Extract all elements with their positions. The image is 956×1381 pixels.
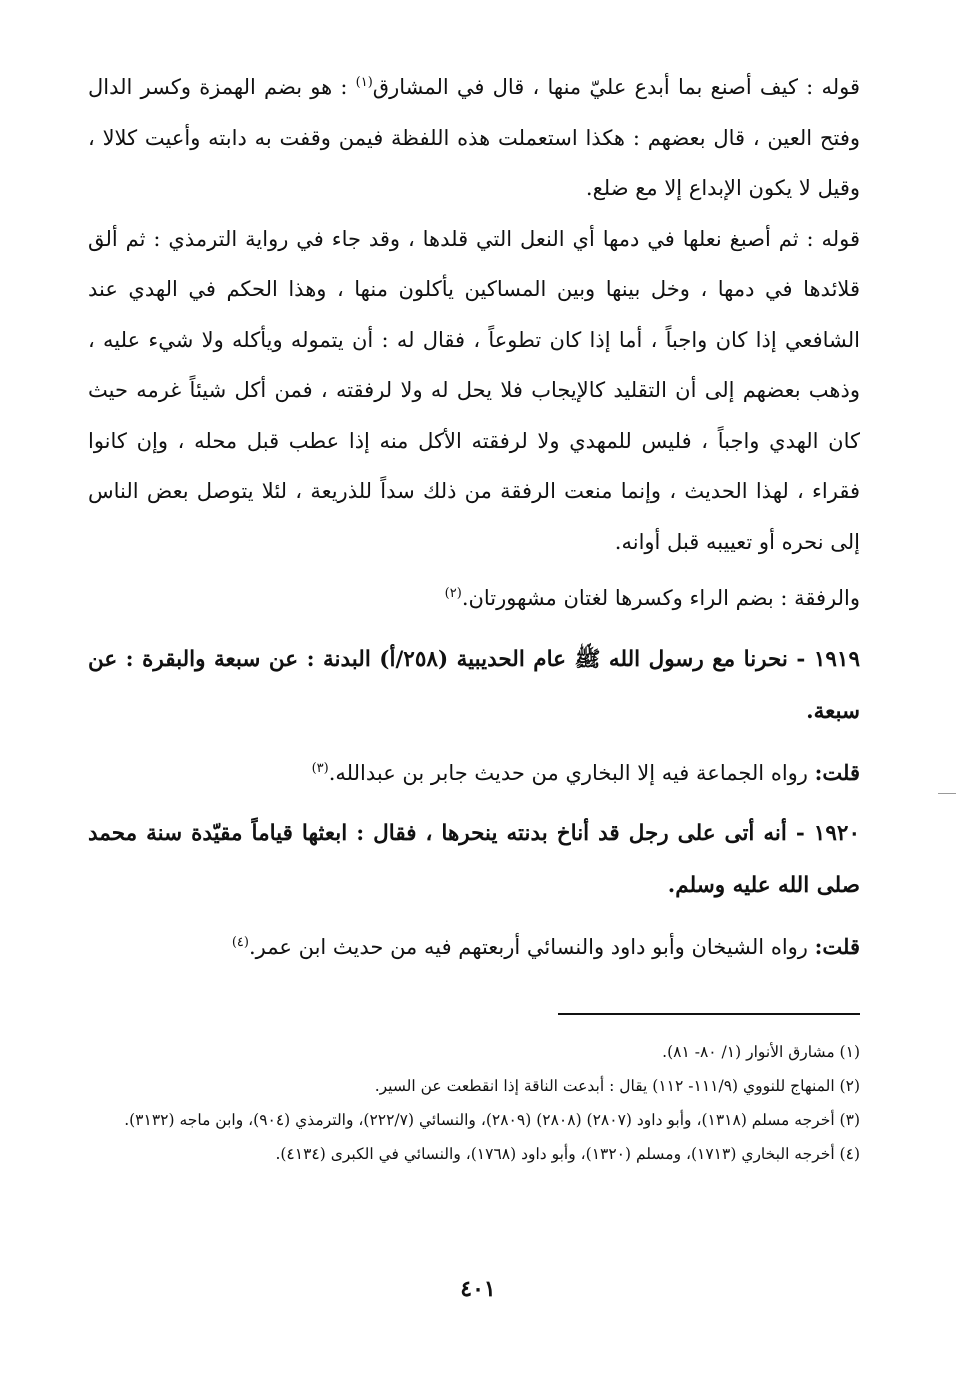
paragraph-nal: قوله : ثم أصبغ نعلها في دمها أي النعل التي قلدها ، وقد جاء في رواية الترمذي : ثم ألق قلائدها في دمها ، وخل بينها وبين المساكين يأكلون منها ، وهذا الحكم في الهدي عند الشافعي إذا كان واجباً ، أما إذا كان تطوعاً ، فقال له : أن يتموله ويأكله ولا شيء عليه ، وذهب بعضهم إلى أن التقليد كالإيجاب فلا يحل له ولا لرفقته ، فمن أكل شيئاً غرمه حيث كان الهدي واجباً ، فليس للمهدي ولا لرفقته الأكل منه إذا عطب قبل محله ، وإن كانوا فقراء ، لهذا الحديث ، وإنما منعت الرفقة من ذلك سداً للذريعة ، لئلا يتوصل بعض الناس إلى نحره أو تعييبه قبل أوانه.	[88, 226, 860, 554]
page-number: ٤٠١	[460, 1276, 496, 1302]
footnote-ref-3[interactable]: (٣)	[311, 760, 329, 776]
qult-text: رواه الجماعة فيه إلا البخاري من حديث جابر بن عبدالله.	[328, 760, 815, 785]
footnotes	[88, 1035, 860, 1171]
margin-mark	[938, 793, 956, 794]
footnote-separator	[558, 1013, 860, 1015]
paragraph-rufqa	[88, 573, 860, 624]
qult-1920	[88, 922, 860, 972]
page-body	[88, 62, 860, 972]
footnote-1: (١) مشارق الأنوار (١/ ٨٠- ٨١).	[662, 1043, 860, 1061]
footnote-ref-1[interactable]: (١)	[355, 75, 373, 90]
footnote-2: (٢) المنهاج للنووي (١١١/٩- ١١٢) يقال : أبدعت الناقة إذا انقطعت عن السير.	[374, 1077, 860, 1095]
footnote-4: (٤) أخرجه البخاري (١٧١٣)، ومسلم (١٣٢٠)، وأبو داود (١٧٦٨)، والنسائي في الكبرى (٤١٣٤).	[275, 1145, 860, 1163]
qult-1919	[88, 748, 860, 798]
hadith-1919: ١٩١٩ - نحرنا مع رسول الله ﷺ عام الحديبية (٢٥٨/أ) البدنة : عن سبعة والبقرة : عن سبعة.	[88, 646, 861, 724]
paragraph-text: : هو بضم الهمزة وكسر الدال وفتح العين ، قال بعضهم : هكذا استعملت هذه اللفظة فيمن وقفت به دابته وأعيت كلالا ، وقيل لا يكون الإبداع إلا مع ضلع.	[88, 75, 860, 200]
footnote-ref-2[interactable]: (٢)	[444, 586, 462, 601]
paragraph-text: قوله : كيف أصنع بما أبدع عليّ منها ، قال في المشارق	[372, 75, 860, 99]
footnote-3: (٣) أخرجه مسلم (١٣١٨)، وأبو داود (٢٨٠٧) (٢٨٠٨) (٢٨٠٩)، والنسائي (٢٢٢/٧)، والترمذي (٩٠٤)، وابن ماجه (٣١٣٢).	[124, 1111, 860, 1129]
footnote-ref-4[interactable]: (٤)	[231, 934, 249, 950]
qult-label: قلت:	[814, 933, 860, 959]
qult-label: قلت:	[814, 759, 860, 785]
hadith-1920: ١٩٢٠ - أنه أتى على رجل قد أناخ بدنته ينحرها ، فقال : ابعثها قياماً مقيّدة سنة محمد صلى الله عليه وسلم.	[88, 820, 860, 898]
paragraph-text: والرفقة : بضم الراء وكسرها لغتان مشهورتان.	[461, 586, 860, 610]
qult-text: رواه الشيخان وأبو داود والنسائي أربعتهم فيه من حديث ابن عمر.	[248, 934, 815, 959]
paragraph-mashariq	[88, 62, 860, 214]
